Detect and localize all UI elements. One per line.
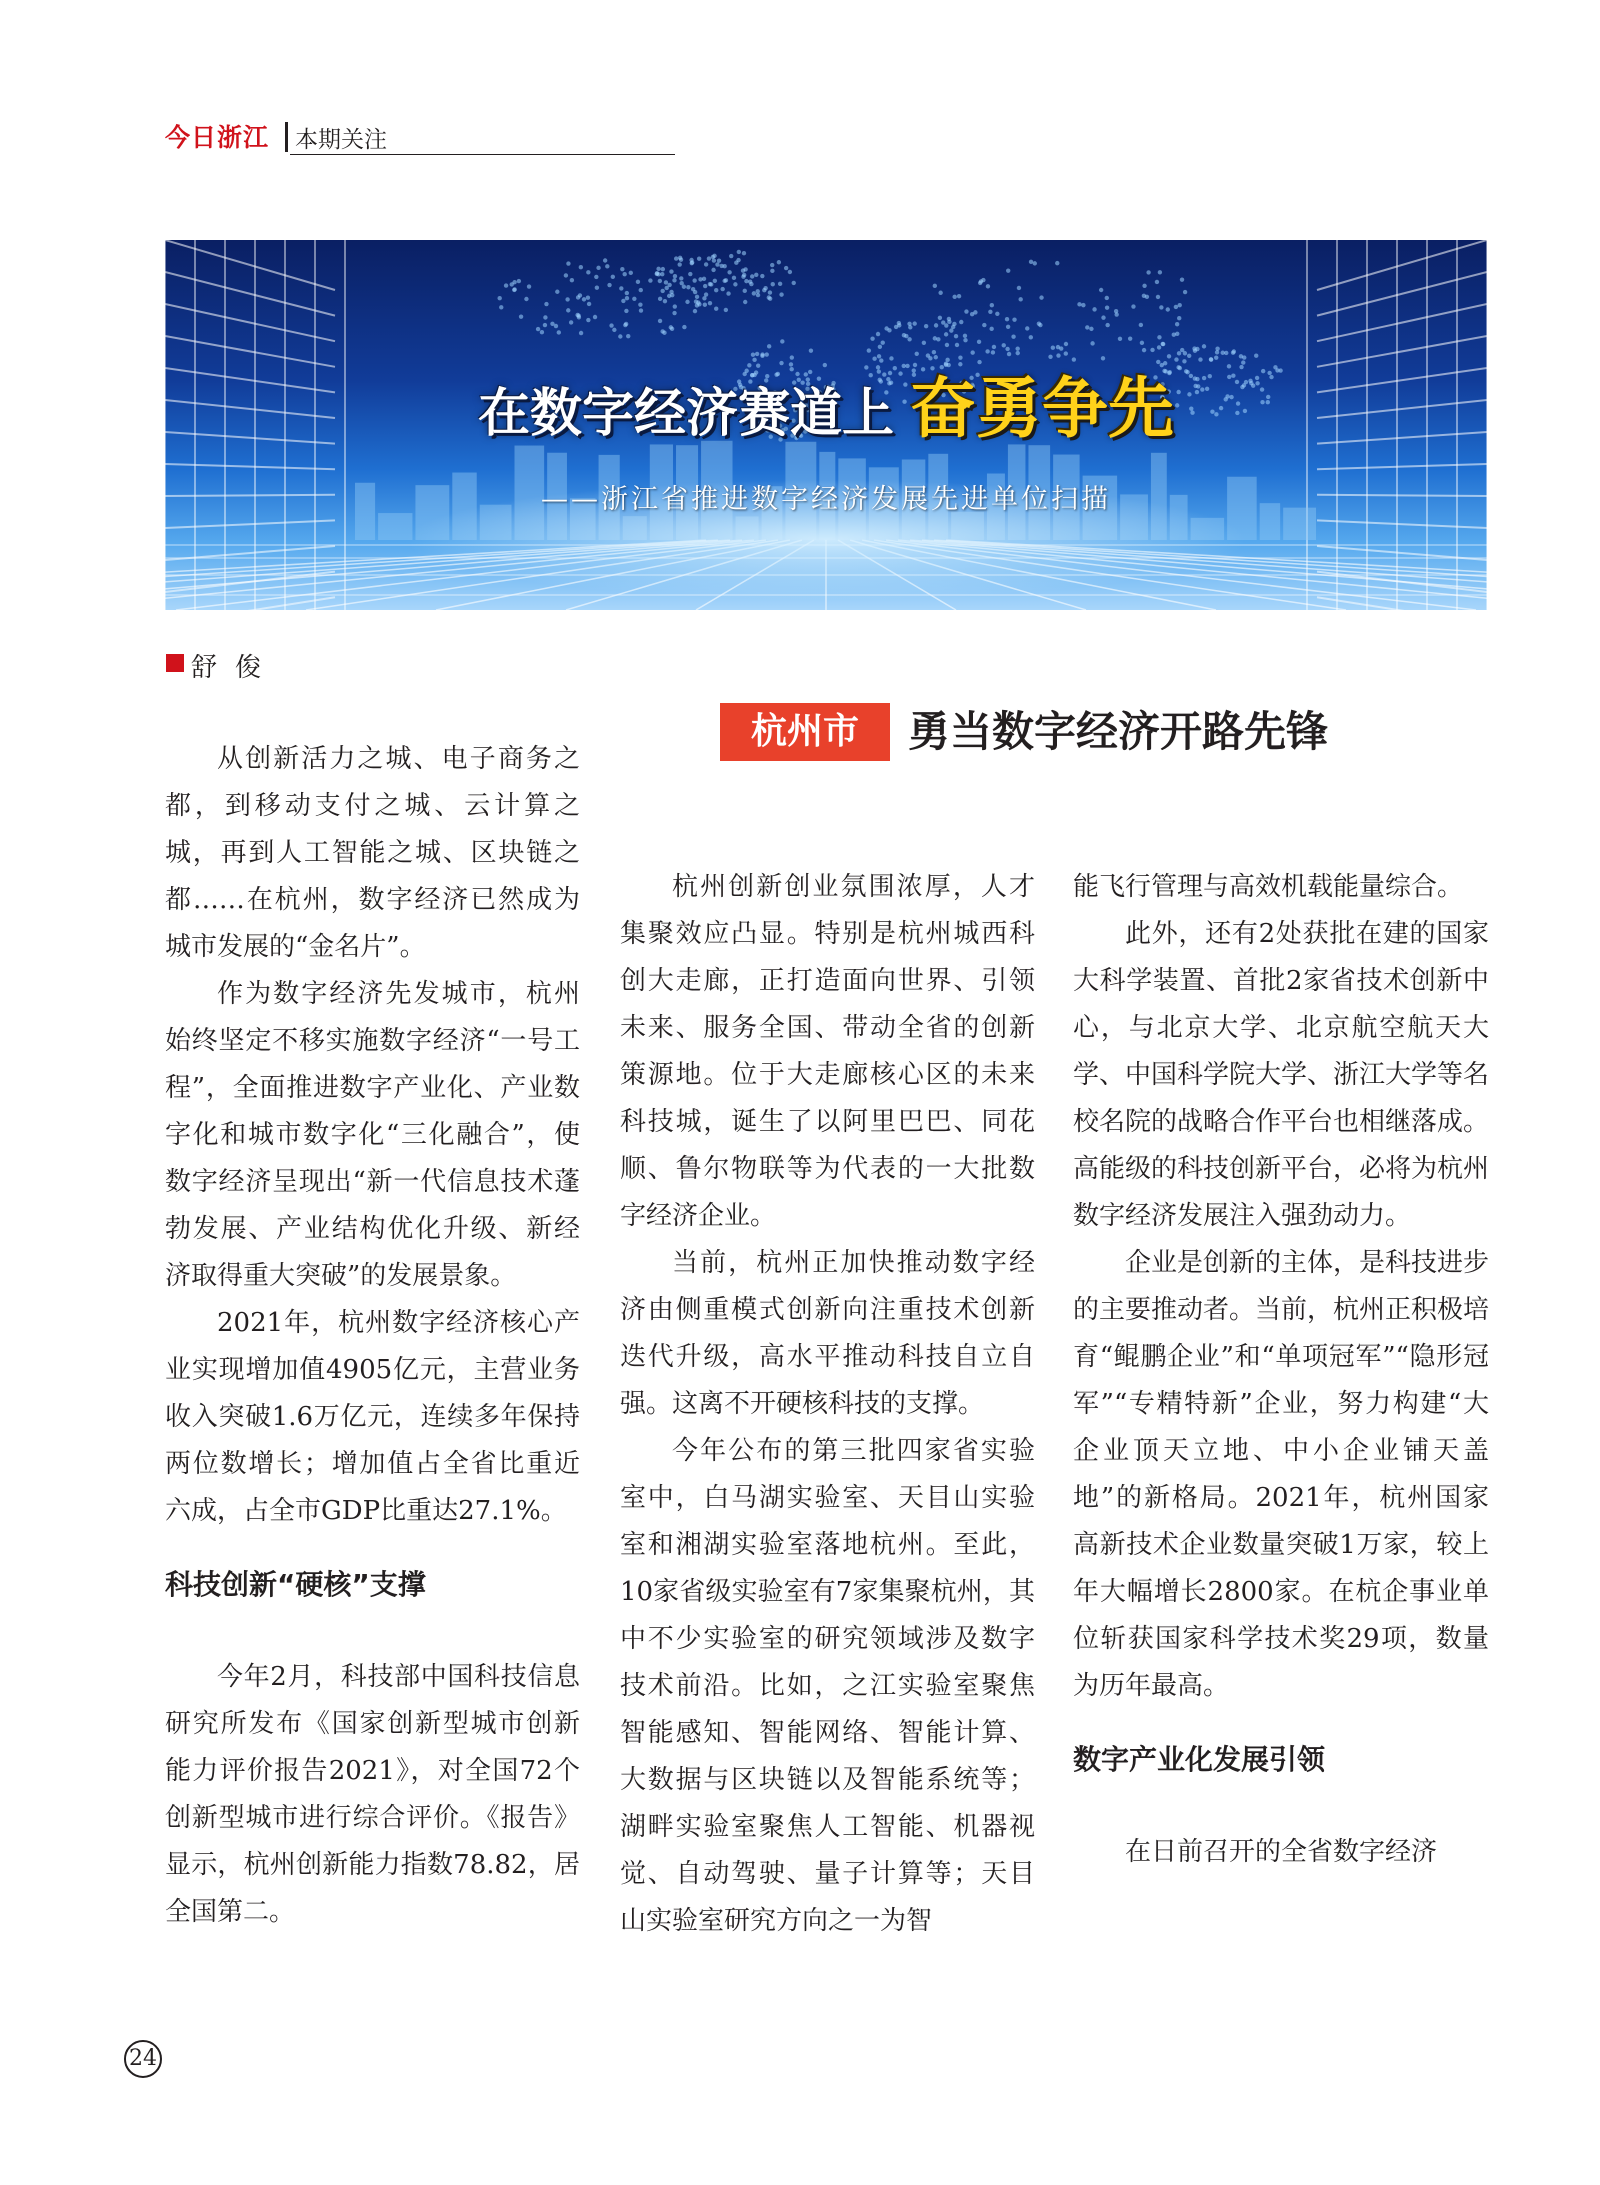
byline-marker [166,654,184,672]
paragraph: 此外，还有2处获批在建的国家大科学装置、首批2家省技术创新中心，与北京大学、北京航空航天大学、中国科学院大学、浙江大学等名校名院的战略合作平台也相继落成。高能级的科技创新平台，必将为杭州数字经济发展注入强劲动力。 [1073,919,1490,1231]
paragraph: 今年2月，科技部中国科技信息研究所发布《国家创新型城市创新能力评价报告2021》，对全国72个创新型城市进行综合评价。《报告》显示，杭州创新能力指数78.82，居全国第二。 [165,1662,580,1927]
author-name: 舒俊 [191,653,280,683]
header-rule [290,154,675,155]
paragraph: 从创新活力之城、电子商务之都，到移动支付之城、云计算之城，再到人工智能之城、区块链之都……在杭州，数字经济已然成为城市发展的“金名片”。 [165,744,580,962]
city-tag: 杭州市 [720,703,890,761]
header-divider [285,122,288,152]
subheading: 科技创新“硬核”支撑 [165,1568,426,1601]
page-number: 24 [124,2040,162,2078]
paragraph: 2021年，杭州数字经济核心产业实现增加值4905亿元，主营业务收入突破1.6万亿元，连续多年保持两位数增长；增加值占全省比重近六成，占全市GDP比重达27.1%。 [165,1308,580,1526]
paragraph: 今年公布的第三批四家省实验室中，白马湖实验室、天目山实验室和湘湖实验室落地杭州。至此，10家省级实验室有7家集聚杭州，其中不少实验室的研究领域涉及数字技术前沿。比如，之江实验室聚焦智能感知、智能网络、智能计算、大数据与区块链以及智能系统等；湖畔实验室聚焦人工智能、机器视觉、自动驾驶、量子计算等；天目山实验室研究方向之一为智 [620,1436,1035,1936]
section-label: 本期关注 [295,127,387,153]
feature-banner [165,240,1487,610]
paragraph-continued: 能飞行管理与高效机载能量综合。 [1073,872,1464,902]
banner-title [165,355,1487,450]
article-column-2 [620,864,1035,1945]
paragraph: 当前，杭州正加快推动数字经济由侧重模式创新向注重技术创新迭代升级，高水平推动科技自立自强。这离不开硬核科技的支撑。 [620,1248,1035,1419]
paragraph: 作为数字经济先发城市，杭州始终坚定不移实施数字经济“一号工程”，全面推进数字产业化、产业数字化和城市数字化“三化融合”，使数字经济呈现出“新一代信息技术蓬勃发展、产业结构优化升级、新经济取得重大突破”的发展景象。 [165,979,580,1291]
article-column-3 [1073,864,1489,1876]
banner-title-highlight: 奋勇争先 [910,370,1174,447]
paragraph: 杭州创新创业氛围浓厚，人才集聚效应凸显。特别是杭州城西科创大走廊，正打造面向世界、引领未来、服务全国、带动全省的创新策源地。位于大走廊核心区的未来科技城，诞生了以阿里巴巴、同花顺、鲁尔物联等为代表的一大批数字经济企业。 [620,872,1035,1231]
paragraph: 在日前召开的全省数字经济 [1125,1837,1438,1867]
section-title: 勇当数字经济开路先锋 [908,707,1329,756]
magazine-logo: 今日浙江 [165,123,270,152]
article-column-1 [165,736,580,1936]
banner-subtitle: ——浙江省推进数字经济发展先进单位扫描 [541,484,1111,515]
subheading: 数字产业化发展引领 [1073,1743,1326,1776]
paragraph: 企业是创新的主体，是科技进步的主要推动者。当前，杭州正积极培育“鲲鹏企业”和“单项冠军”“隐形冠军”“专精特新”企业，努力构建“大企业顶天立地、中小企业铺天盖地”的新格局。2021年，杭州国家高新技术企业数量突破1万家，较上年大幅增长2800家。在杭企事业单位斩获国家科学技术奖29项，数量为历年最高。 [1073,1248,1490,1701]
banner-title-main: 在数字经济赛道上 [477,384,894,444]
page-header [165,118,510,156]
